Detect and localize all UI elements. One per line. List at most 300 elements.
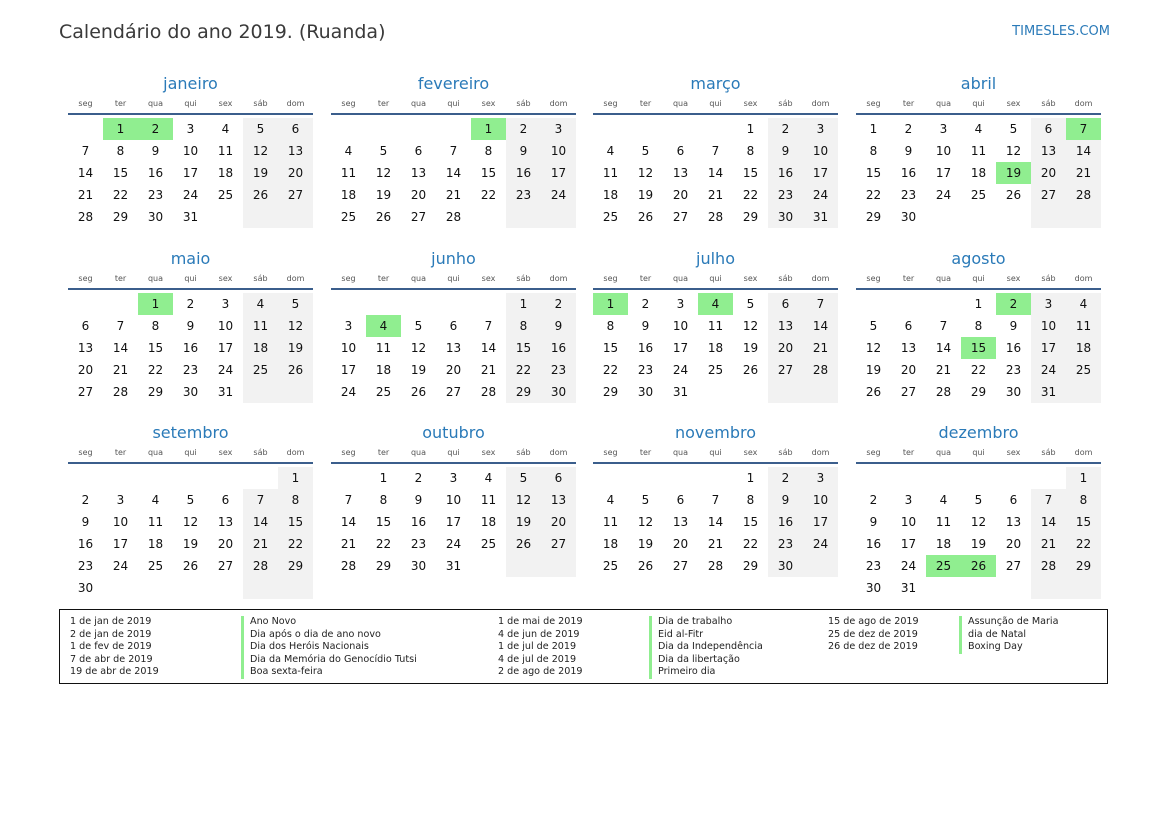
day-grid <box>593 467 838 577</box>
day-cell: 6 <box>81 319 90 333</box>
empty-cell <box>803 381 838 403</box>
day-cell: 22 <box>970 363 987 377</box>
weekday-label: qua <box>147 448 164 457</box>
weekday-label: seg <box>78 448 93 457</box>
day-cell: 14 <box>243 511 278 533</box>
day-cell: 27 <box>217 559 234 573</box>
day-cell: 14 <box>1031 511 1066 533</box>
empty-cell <box>243 381 278 403</box>
header-rule <box>593 288 838 290</box>
day-cell: 25 <box>1066 359 1101 381</box>
empty-cell <box>733 381 768 403</box>
day-cell: 13 <box>672 166 689 180</box>
weekday-header <box>68 445 313 460</box>
day-cell: 22 <box>865 188 882 202</box>
day-cell: 21 <box>77 188 94 202</box>
legend-date: 25 de dez de 2019 <box>828 628 918 640</box>
day-cell: 26 <box>865 385 882 399</box>
month-4 <box>68 248 313 403</box>
legend-holiday-name: Dia da libertação <box>649 654 763 667</box>
weekday-header <box>856 445 1101 460</box>
day-cell: 22 <box>602 363 619 377</box>
weekday-label: seg <box>78 274 93 283</box>
empty-cell <box>103 293 138 315</box>
day-cell: 2 <box>414 471 423 485</box>
day-cell: 31 <box>445 559 462 573</box>
empty-cell <box>278 577 313 599</box>
weekday-label: dom <box>1074 448 1093 457</box>
day-cell: 6 <box>414 144 423 158</box>
day-cell: 24 <box>900 559 917 573</box>
day-cell: 9 <box>541 315 576 337</box>
empty-cell <box>541 206 576 228</box>
day-cell: 11 <box>243 315 278 337</box>
day-grid <box>68 467 313 599</box>
month-name: julho <box>696 249 735 268</box>
legend-date: 7 de abr de 2019 <box>70 653 153 665</box>
day-cell: 30 <box>182 385 199 399</box>
day-cell: 24 <box>935 188 952 202</box>
weekday-label: ter <box>114 274 127 283</box>
day-cell: 31 <box>217 385 234 399</box>
empty-cell <box>891 467 926 489</box>
day-cell: 15 <box>1066 511 1101 533</box>
day-cell: 28 <box>77 210 94 224</box>
weekday-label: sex <box>481 274 496 283</box>
month-0 <box>68 73 313 228</box>
day-cell: 14 <box>1066 140 1101 162</box>
weekday-label: ter <box>639 448 652 457</box>
day-cell: 10 <box>112 515 129 529</box>
day-cell: 17 <box>935 166 952 180</box>
day-cell: 6 <box>768 293 803 315</box>
day-cell: 17 <box>803 162 838 184</box>
day-cell: 1 <box>974 297 983 311</box>
weekday-header <box>856 271 1101 286</box>
day-cell: 18 <box>480 515 497 529</box>
day-cell: 2 <box>904 122 913 136</box>
weekday-header <box>856 96 1101 111</box>
weekday-label: qui <box>972 274 985 283</box>
day-cell: 23 <box>410 537 427 551</box>
weekday-label: seg <box>866 99 881 108</box>
weekday-label: seg <box>603 274 618 283</box>
empty-cell <box>173 467 208 489</box>
day-cell: 8 <box>484 144 493 158</box>
empty-cell <box>103 577 138 599</box>
day-cell: 11 <box>935 515 952 529</box>
legend-dates-col-3 <box>828 616 919 654</box>
empty-cell <box>471 293 506 315</box>
day-cell: 13 <box>900 341 917 355</box>
header-rule <box>331 113 576 115</box>
day-cell: 10 <box>803 140 838 162</box>
day-cell: 17 <box>672 341 689 355</box>
weekday-label: dom <box>1074 274 1093 283</box>
day-cell: 16 <box>182 341 199 355</box>
day-cell: 31 <box>803 206 838 228</box>
weekday-label: sex <box>481 99 496 108</box>
weekday-label: dom <box>811 99 830 108</box>
day-cell: 23 <box>182 363 199 377</box>
empty-cell <box>926 467 961 489</box>
month-name: dezembro <box>938 423 1019 442</box>
day-cell: 14 <box>445 166 462 180</box>
day-cell: 21 <box>340 537 357 551</box>
day-cell: 27 <box>1031 184 1066 206</box>
empty-cell <box>68 118 103 140</box>
day-cell: 21 <box>445 188 462 202</box>
empty-cell <box>996 206 1031 228</box>
day-cell: 19 <box>410 363 427 377</box>
weekday-label: qua <box>672 99 689 108</box>
header-rule <box>856 113 1101 115</box>
day-cell: 19 <box>243 162 278 184</box>
day-cell: 4 <box>939 493 948 507</box>
day-cell: 4 <box>606 144 615 158</box>
weekday-label: dom <box>549 274 568 283</box>
day-cell: 13 <box>1005 515 1022 529</box>
day-cell: 5 <box>243 118 278 140</box>
weekday-label: dom <box>549 99 568 108</box>
day-cell: 11 <box>480 493 497 507</box>
weekday-label: dom <box>811 448 830 457</box>
weekday-label: sáb <box>516 448 531 457</box>
weekday-label: seg <box>341 274 356 283</box>
day-cell: 1 <box>379 471 388 485</box>
empty-cell <box>1031 467 1066 489</box>
empty-cell <box>208 206 243 228</box>
day-cell: 6 <box>449 319 458 333</box>
weekday-label: qua <box>147 274 164 283</box>
day-cell: 25 <box>602 559 619 573</box>
empty-cell <box>366 118 401 140</box>
day-cell: 2 <box>81 493 90 507</box>
day-cell: 13 <box>217 515 234 529</box>
day-cell: 2 <box>869 493 878 507</box>
weekday-label: sex <box>743 274 758 283</box>
weekday-label: qua <box>147 99 164 108</box>
day-cell: 10 <box>1031 315 1066 337</box>
day-cell: 13 <box>672 515 689 529</box>
day-cell: 25 <box>480 537 497 551</box>
legend-holiday-name: Eid al-Fitr <box>649 629 763 642</box>
weekday-label: dom <box>286 448 305 457</box>
day-cell: 17 <box>112 537 129 551</box>
weekday-label: qui <box>709 274 722 283</box>
empty-cell <box>1031 577 1066 599</box>
day-cell: 4 <box>243 293 278 315</box>
day-cell: 5 <box>974 493 983 507</box>
month-name: setembro <box>152 423 229 442</box>
weekday-label: sex <box>218 274 233 283</box>
day-cell: 25 <box>926 555 961 577</box>
day-cell: 22 <box>742 188 759 202</box>
legend-date: 1 de jul de 2019 <box>498 641 577 652</box>
day-cell: 24 <box>182 188 199 202</box>
day-cell: 14 <box>112 341 129 355</box>
day-cell: 17 <box>900 537 917 551</box>
weekday-label: sáb <box>253 274 268 283</box>
day-cell: 30 <box>768 555 803 577</box>
weekday-label: ter <box>377 99 390 108</box>
day-cell: 22 <box>742 537 759 551</box>
day-cell: 22 <box>375 537 392 551</box>
day-cell: 16 <box>900 166 917 180</box>
day-cell: 27 <box>445 385 462 399</box>
weekday-label: seg <box>341 99 356 108</box>
day-cell: 12 <box>243 140 278 162</box>
empty-cell <box>506 206 541 228</box>
day-cell: 28 <box>1031 555 1066 577</box>
weekday-label: ter <box>377 274 390 283</box>
day-cell: 20 <box>1005 537 1022 551</box>
weekday-label: seg <box>603 448 618 457</box>
day-cell: 16 <box>77 537 94 551</box>
day-cell: 30 <box>541 381 576 403</box>
day-cell: 29 <box>278 555 313 577</box>
day-cell: 25 <box>707 363 724 377</box>
day-cell: 15 <box>742 515 759 529</box>
day-cell: 21 <box>707 537 724 551</box>
day-cell: 4 <box>606 493 615 507</box>
weekday-label: seg <box>866 274 881 283</box>
day-cell: 15 <box>147 341 164 355</box>
day-cell: 22 <box>278 533 313 555</box>
day-cell: 1 <box>471 118 506 140</box>
day-cell: 30 <box>768 206 803 228</box>
day-cell: 16 <box>768 162 803 184</box>
weekday-label: qua <box>410 99 427 108</box>
empty-cell <box>926 293 961 315</box>
empty-cell <box>208 577 243 599</box>
legend-names-col-2 <box>649 616 763 679</box>
legend-date: 4 de jul de 2019 <box>498 653 577 665</box>
day-cell: 10 <box>900 515 917 529</box>
weekday-label: sex <box>218 99 233 108</box>
day-cell: 4 <box>151 493 160 507</box>
legend-date: 1 de fev de 2019 <box>70 641 152 652</box>
legend-holiday-name: Dia após o dia de ano novo <box>241 629 417 642</box>
empty-cell <box>628 467 663 489</box>
day-cell: 9 <box>186 319 195 333</box>
legend-holiday-name: Ano Novo <box>241 616 417 629</box>
day-cell: 23 <box>506 184 541 206</box>
weekday-header <box>68 271 313 286</box>
day-cell: 1 <box>1066 467 1101 489</box>
day-cell: 6 <box>541 467 576 489</box>
weekday-header <box>331 271 576 286</box>
day-cell: 9 <box>768 140 803 162</box>
day-cell: 5 <box>869 319 878 333</box>
legend-date: 2 de ago de 2019 <box>498 666 583 677</box>
day-cell: 5 <box>506 467 541 489</box>
legend-holiday-name: Primeiro dia <box>649 666 763 679</box>
day-cell: 3 <box>116 493 125 507</box>
empty-cell <box>1031 206 1066 228</box>
empty-cell <box>593 118 628 140</box>
empty-cell <box>331 118 366 140</box>
day-cell: 2 <box>768 467 803 489</box>
day-cell: 29 <box>112 210 129 224</box>
day-cell: 1 <box>746 122 755 136</box>
day-cell: 16 <box>637 341 654 355</box>
empty-cell <box>173 577 208 599</box>
day-cell: 7 <box>939 319 948 333</box>
empty-cell <box>856 293 891 315</box>
day-cell: 1 <box>746 471 755 485</box>
weekday-label: sex <box>218 448 233 457</box>
day-cell: 18 <box>243 337 278 359</box>
day-cell: 3 <box>186 122 195 136</box>
day-cell: 23 <box>637 363 654 377</box>
day-cell: 7 <box>1031 489 1066 511</box>
empty-cell <box>278 206 313 228</box>
day-cell: 25 <box>243 359 278 381</box>
day-cell: 8 <box>379 493 388 507</box>
weekday-label: sáb <box>1041 274 1056 283</box>
day-cell: 23 <box>900 188 917 202</box>
empty-cell <box>208 467 243 489</box>
empty-cell <box>138 467 173 489</box>
empty-cell <box>891 293 926 315</box>
weekday-label: qui <box>184 448 197 457</box>
day-cell: 28 <box>1066 184 1101 206</box>
day-cell: 29 <box>1066 555 1101 577</box>
day-cell: 3 <box>939 122 948 136</box>
day-cell: 6 <box>1031 118 1066 140</box>
day-cell: 17 <box>182 166 199 180</box>
day-cell: 20 <box>900 363 917 377</box>
empty-cell <box>401 118 436 140</box>
day-cell: 2 <box>186 297 195 311</box>
day-cell: 31 <box>672 385 689 399</box>
day-cell: 9 <box>641 319 650 333</box>
day-cell: 26 <box>961 555 996 577</box>
legend-date: 2 de jan de 2019 <box>70 628 152 640</box>
day-cell: 24 <box>803 533 838 555</box>
weekday-label: sex <box>1006 448 1021 457</box>
day-cell: 30 <box>410 559 427 573</box>
month-name: abril <box>960 74 997 93</box>
day-cell: 11 <box>217 144 234 158</box>
month-9 <box>331 422 576 577</box>
day-cell: 20 <box>541 511 576 533</box>
weekday-label: ter <box>377 448 390 457</box>
day-cell: 29 <box>742 559 759 573</box>
month-10 <box>593 422 838 577</box>
day-cell: 10 <box>672 319 689 333</box>
weekday-header <box>331 445 576 460</box>
day-cell: 3 <box>344 319 353 333</box>
empty-cell <box>961 467 996 489</box>
day-cell: 13 <box>77 341 94 355</box>
day-cell: 13 <box>410 166 427 180</box>
month-7 <box>856 248 1101 403</box>
day-cell: 24 <box>445 537 462 551</box>
month-6 <box>593 248 838 403</box>
day-cell: 9 <box>1009 319 1018 333</box>
weekday-label: dom <box>286 99 305 108</box>
day-cell: 30 <box>900 210 917 224</box>
empty-cell <box>401 293 436 315</box>
day-cell: 4 <box>344 144 353 158</box>
header-rule <box>331 462 576 464</box>
day-cell: 19 <box>970 537 987 551</box>
day-cell: 14 <box>935 341 952 355</box>
header-rule <box>856 288 1101 290</box>
day-cell: 17 <box>217 341 234 355</box>
weekday-label: ter <box>902 274 915 283</box>
empty-cell <box>663 467 698 489</box>
month-name: fevereiro <box>417 74 490 93</box>
day-cell: 7 <box>803 293 838 315</box>
day-cell: 18 <box>707 341 724 355</box>
weekday-label: ter <box>639 99 652 108</box>
day-cell: 4 <box>698 293 733 315</box>
weekday-label: seg <box>78 99 93 108</box>
day-cell: 26 <box>742 363 759 377</box>
day-cell: 26 <box>182 559 199 573</box>
empty-cell <box>471 555 506 577</box>
day-cell: 7 <box>711 144 720 158</box>
day-cell: 24 <box>1031 359 1066 381</box>
page-title: Calendário do ano 2019. (Ruanda) <box>59 21 386 43</box>
day-cell: 26 <box>375 210 392 224</box>
day-cell: 26 <box>637 210 654 224</box>
day-cell: 17 <box>803 511 838 533</box>
day-cell: 25 <box>375 385 392 399</box>
day-cell: 27 <box>278 184 313 206</box>
day-cell: 21 <box>935 363 952 377</box>
day-cell: 22 <box>1066 533 1101 555</box>
weekday-header <box>331 96 576 111</box>
site-link[interactable]: TIMESLES.COM <box>1012 24 1110 39</box>
weekday-header <box>593 445 838 460</box>
day-cell: 24 <box>340 385 357 399</box>
legend-holiday-name: Boxing Day <box>959 641 1058 654</box>
day-cell: 5 <box>1009 122 1018 136</box>
weekday-label: qua <box>935 274 952 283</box>
day-cell: 30 <box>147 210 164 224</box>
header-rule <box>856 462 1101 464</box>
day-cell: 29 <box>375 559 392 573</box>
day-cell: 8 <box>869 144 878 158</box>
day-cell: 21 <box>1031 533 1066 555</box>
day-cell: 28 <box>480 385 497 399</box>
day-cell: 7 <box>81 144 90 158</box>
day-cell: 7 <box>344 493 353 507</box>
day-cell: 5 <box>414 319 423 333</box>
day-cell: 20 <box>1031 162 1066 184</box>
day-cell: 17 <box>340 363 357 377</box>
day-cell: 23 <box>147 188 164 202</box>
day-cell: 16 <box>541 337 576 359</box>
day-cell: 3 <box>904 493 913 507</box>
day-cell: 8 <box>1066 489 1101 511</box>
day-cell: 25 <box>147 559 164 573</box>
day-cell: 23 <box>541 359 576 381</box>
day-cell: 17 <box>541 162 576 184</box>
day-cell: 10 <box>803 489 838 511</box>
day-cell: 19 <box>506 511 541 533</box>
day-cell: 8 <box>606 319 615 333</box>
day-cell: 29 <box>742 210 759 224</box>
day-cell: 28 <box>340 559 357 573</box>
empty-cell <box>436 118 471 140</box>
empty-cell <box>926 206 961 228</box>
day-cell: 1 <box>103 118 138 140</box>
